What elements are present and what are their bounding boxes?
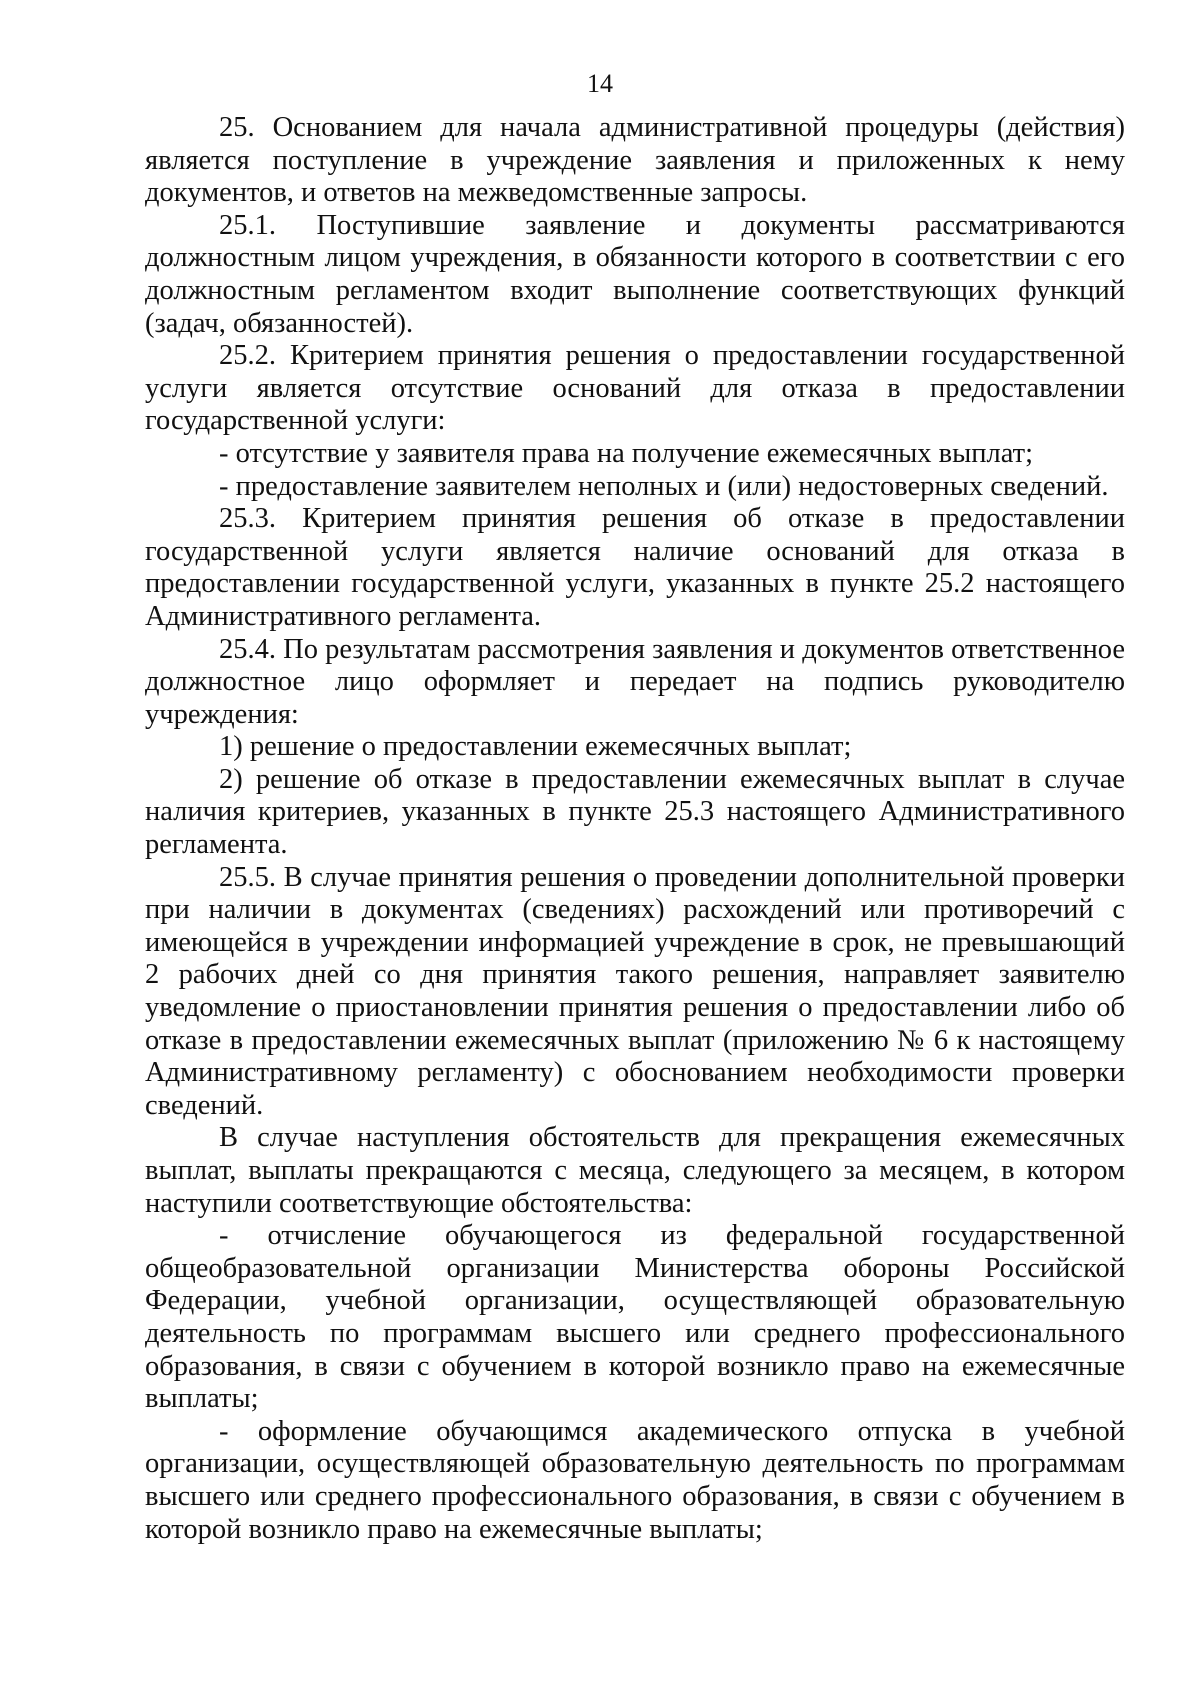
paragraph-termination: В случае наступления обстоятельств для прекращения ежемесячных выплат, выплаты прекращаются с месяца, следующего за месяцем, в котором наступили соответствующие обстоятельства: xyxy=(145,1122,1125,1219)
paragraph-25-3: 25.3. Критерием принятия решения об отказе в предоставлении государственной услуги является наличие оснований для отказа в предоставлении государственной услуги, указанных в пункте 25.2 настоящего Административного регламента. xyxy=(145,503,1125,632)
paragraph-25-1: 25.1. Поступившие заявление и документы рассматриваются должностным лицом учреждения, в обязанности которого в соответствии с его должностным регламентом входит выполнение соответствующих функций (задач, обязанностей). xyxy=(145,209,1125,339)
paragraph-25-5: 25.5. В случае принятия решения о проведении дополнительной проверки при наличии в документах (сведениях) расхождений или противоречий с имеющейся в учреждении информацией учреждение в срок, не превышающий 2 рабочих дней со дня принятия такого решения, направляет заявителю уведомление о приостановлении принятия решения о предоставлении либо об отказе в предоставлении ежемесячных выплат (приложению № 6 к настоящему Административному регламенту) с обоснованием необходимости проверки сведений. xyxy=(145,861,1125,1121)
list-item-decision-grant: 1) решение о предоставлении ежемесячных выплат; xyxy=(219,731,852,763)
paragraph-25: 25. Основанием для начала административной процедуры (действия) является поступление в учреждение заявления и приложенных к нему документов, и ответов на межведомственные запросы. xyxy=(145,112,1125,209)
list-item-expulsion: - отчисление обучающегося из федеральной государственной общеобразовательной организации Министерства обороны Российской Федерации, учебной организации, осуществляющей образовательную деятельность по программам высшего или среднего профессионального образования, в связи с обучением в которой возникло право на ежемесячные выплаты; xyxy=(145,1220,1125,1415)
list-item-incomplete-info: - предоставление заявителем неполных и (или) недостоверных сведений. xyxy=(219,470,1109,502)
list-item-academic-leave: - оформление обучающимся академического отпуска в учебной организации, осуществляющей образовательную деятельность по программам высшего или среднего профессионального образования, в связи с обучением в которой возникло право на ежемесячные выплаты; xyxy=(145,1415,1125,1545)
page-number: 14 xyxy=(587,69,613,98)
paragraph-25-2: 25.2. Критерием принятия решения о предоставлении государственной услуги является отсутствие оснований для отказа в предоставлении государственной услуги: xyxy=(145,340,1125,437)
list-item-decision-refuse: 2) решение об отказе в предоставлении ежемесячных выплат в случае наличия критериев, указанных в пункте 25.3 настоящего Административного регламента. xyxy=(145,763,1125,861)
paragraph-25-4: 25.4. По результатам рассмотрения заявления и документов ответственное должностное лицо оформляет и передает на подпись руководителю учреждения: xyxy=(145,633,1125,730)
document-body xyxy=(145,112,1125,1546)
list-item-no-right: - отсутствие у заявителя права на получение ежемесячных выплат; xyxy=(219,437,1034,469)
